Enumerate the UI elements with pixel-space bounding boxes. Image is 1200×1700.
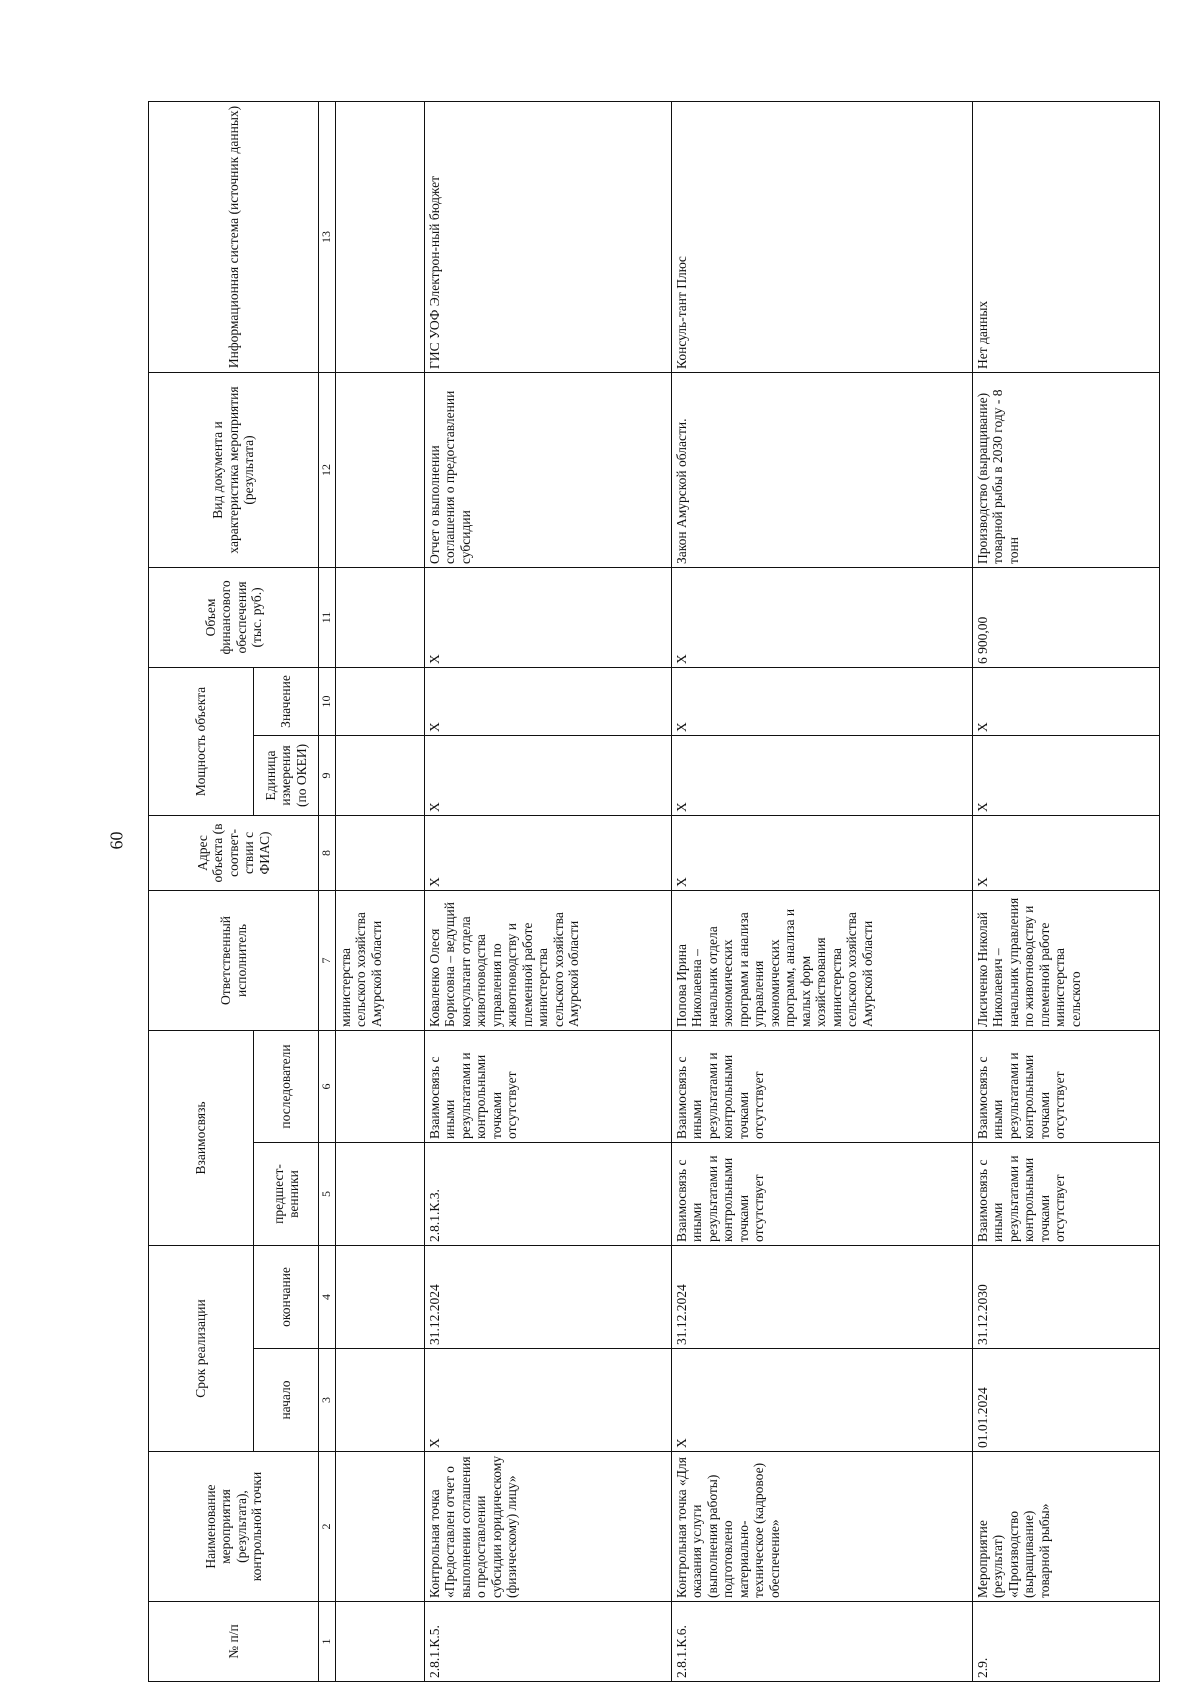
col-number: 12 (319, 372, 336, 567)
header-address: Адрес объекта (в соответ-ствии с ФИАС) (149, 815, 319, 890)
col-number: 1 (319, 1602, 336, 1682)
row-finance: X (424, 567, 671, 667)
row-address: X (972, 815, 1159, 890)
col-number: 8 (319, 815, 336, 890)
header-info-system: Информационная система (источник данных) (149, 101, 319, 372)
row-doc: Отчет о выполнении соглашения о предоставлении субсидии (424, 372, 671, 567)
table-cell (335, 1030, 424, 1142)
col-number: 4 (319, 1245, 336, 1348)
table-row (972, 101, 1159, 1681)
header-capacity: Мощность объекта (149, 667, 254, 815)
table-cell (335, 372, 424, 567)
row-system: Консуль-тант Плюс (671, 101, 972, 372)
row-address: X (424, 815, 671, 890)
header-term: Срок реализации (149, 1245, 254, 1451)
row-predecessors: Взаимосвязь с иными результатами и контрольными точками отсутствует (671, 1142, 972, 1245)
table-cell (335, 667, 424, 735)
table-cell (335, 567, 424, 667)
row-name: Мероприятие (результат) «Производство (выращивание) товарной рыбы» (972, 1452, 1159, 1602)
row-start: X (424, 1349, 671, 1452)
row-name: Контрольная точка «Для оказания услуги (выполнения работы) подготовлено материально-техническое (кадровое) обеспечение» (671, 1452, 972, 1602)
row-unit: X (671, 735, 972, 815)
col-number: 7 (319, 890, 336, 1030)
header-capacity-unit: Единица измерения (по ОКЕИ) (254, 735, 319, 815)
row-successors: Взаимосвязь с иными результатами и контрольными точками отсутствует (671, 1030, 972, 1142)
continuation-row (335, 101, 424, 1681)
table-cell (335, 1245, 424, 1348)
row-unit: X (424, 735, 671, 815)
header-finance: Объем финансового обеспечения (тыс. руб.) (149, 567, 319, 667)
row-value: X (671, 667, 972, 735)
table-cell (335, 1602, 424, 1682)
col-number: 9 (319, 735, 336, 815)
row-number: 2.8.1.К.5. (424, 1602, 671, 1682)
row-name: Контрольная точка «Предоставлен отчет о выполнении соглашения о предоставлении субсидии юридическому (физическому) лицу» (424, 1452, 671, 1602)
table-row (671, 101, 972, 1681)
table-cell (335, 1452, 424, 1602)
row-doc: Производство (выращивание) товарной рыбы в 2030 году - 8 тонн (972, 372, 1159, 567)
table-cell (335, 1349, 424, 1452)
header-links: Взаимосвязь (149, 1030, 254, 1245)
row-responsible: Коваленко Олеся Борисовна – ведущий консультант отдела животноводства управления по животноводству и племенной работе министерства сельского хозяйства Амурской области (424, 890, 671, 1030)
row-successors: Взаимосвязь с иными результатами и контрольными точками отсутствует (424, 1030, 671, 1142)
row-system: ГИС УОФ Электрон-ный бюджет (424, 101, 671, 372)
row-doc: Закон Амурской области. (671, 372, 972, 567)
header-row (149, 101, 254, 1681)
row-start: 01.01.2024 (972, 1349, 1159, 1452)
table-cell (335, 815, 424, 890)
row-end: 31.12.2030 (972, 1245, 1159, 1348)
header-num: № п/п (149, 1602, 319, 1682)
header-doc-type: Вид документа и характеристика мероприятия (результата) (149, 372, 319, 567)
row-end: 31.12.2024 (424, 1245, 671, 1348)
row-finance: 6 900,00 (972, 567, 1159, 667)
row-start: X (671, 1349, 972, 1452)
row-predecessors: 2.8.1.К.3. (424, 1142, 671, 1245)
row-finance: X (671, 567, 972, 667)
column-number-row (319, 101, 336, 1681)
table-cell (335, 1142, 424, 1245)
header-capacity-value: Значение (254, 667, 319, 735)
header-term-end: окончание (254, 1245, 319, 1348)
row-value: X (972, 667, 1159, 735)
row-address: X (671, 815, 972, 890)
row-predecessors: Взаимосвязь с иными результатами и контрольными точками отсутствует (972, 1142, 1159, 1245)
col-number: 5 (319, 1142, 336, 1245)
col-number: 13 (319, 101, 336, 372)
row-value: X (424, 667, 671, 735)
table-cell (335, 101, 424, 372)
col-number: 3 (319, 1349, 336, 1452)
header-term-start: начало (254, 1349, 319, 1452)
page-number: 60 (106, 831, 127, 850)
plan-table (148, 101, 1160, 1682)
col-number: 10 (319, 667, 336, 735)
col-number: 6 (319, 1030, 336, 1142)
header-predecessors: предшест-венники (254, 1142, 319, 1245)
row-responsible: Лисиченко Николай Николаевич – начальник управления по животноводству и племенной работе министерства сельского (972, 890, 1159, 1030)
row-system: Нет данных (972, 101, 1159, 372)
header-responsible: Ответственный исполнитель (149, 890, 319, 1030)
row-number: 2.8.1.К.6. (671, 1602, 972, 1682)
row-number: 2.9. (972, 1602, 1159, 1682)
rotated-table-container (148, 102, 1200, 1682)
row-unit: X (972, 735, 1159, 815)
row-end: 31.12.2024 (671, 1245, 972, 1348)
col-number: 11 (319, 567, 336, 667)
table-row (424, 101, 671, 1681)
header-name: Наименование мероприятия (результата), контрольной точки (149, 1452, 319, 1602)
responsible-cell: министерства сельского хозяйства Амурской области (335, 890, 424, 1030)
col-number: 2 (319, 1452, 336, 1602)
table-cell (335, 735, 424, 815)
row-responsible: Попова Ирина Николаевна – начальник отдела экономических программ и анализа управления экономических программ, анализа и малых форм хозяйствования министерства сельского хозяйства Амурской области (671, 890, 972, 1030)
row-successors: Взаимосвязь с иными результатами и контрольными точками отсутствует (972, 1030, 1159, 1142)
header-successors: последователи (254, 1030, 319, 1142)
